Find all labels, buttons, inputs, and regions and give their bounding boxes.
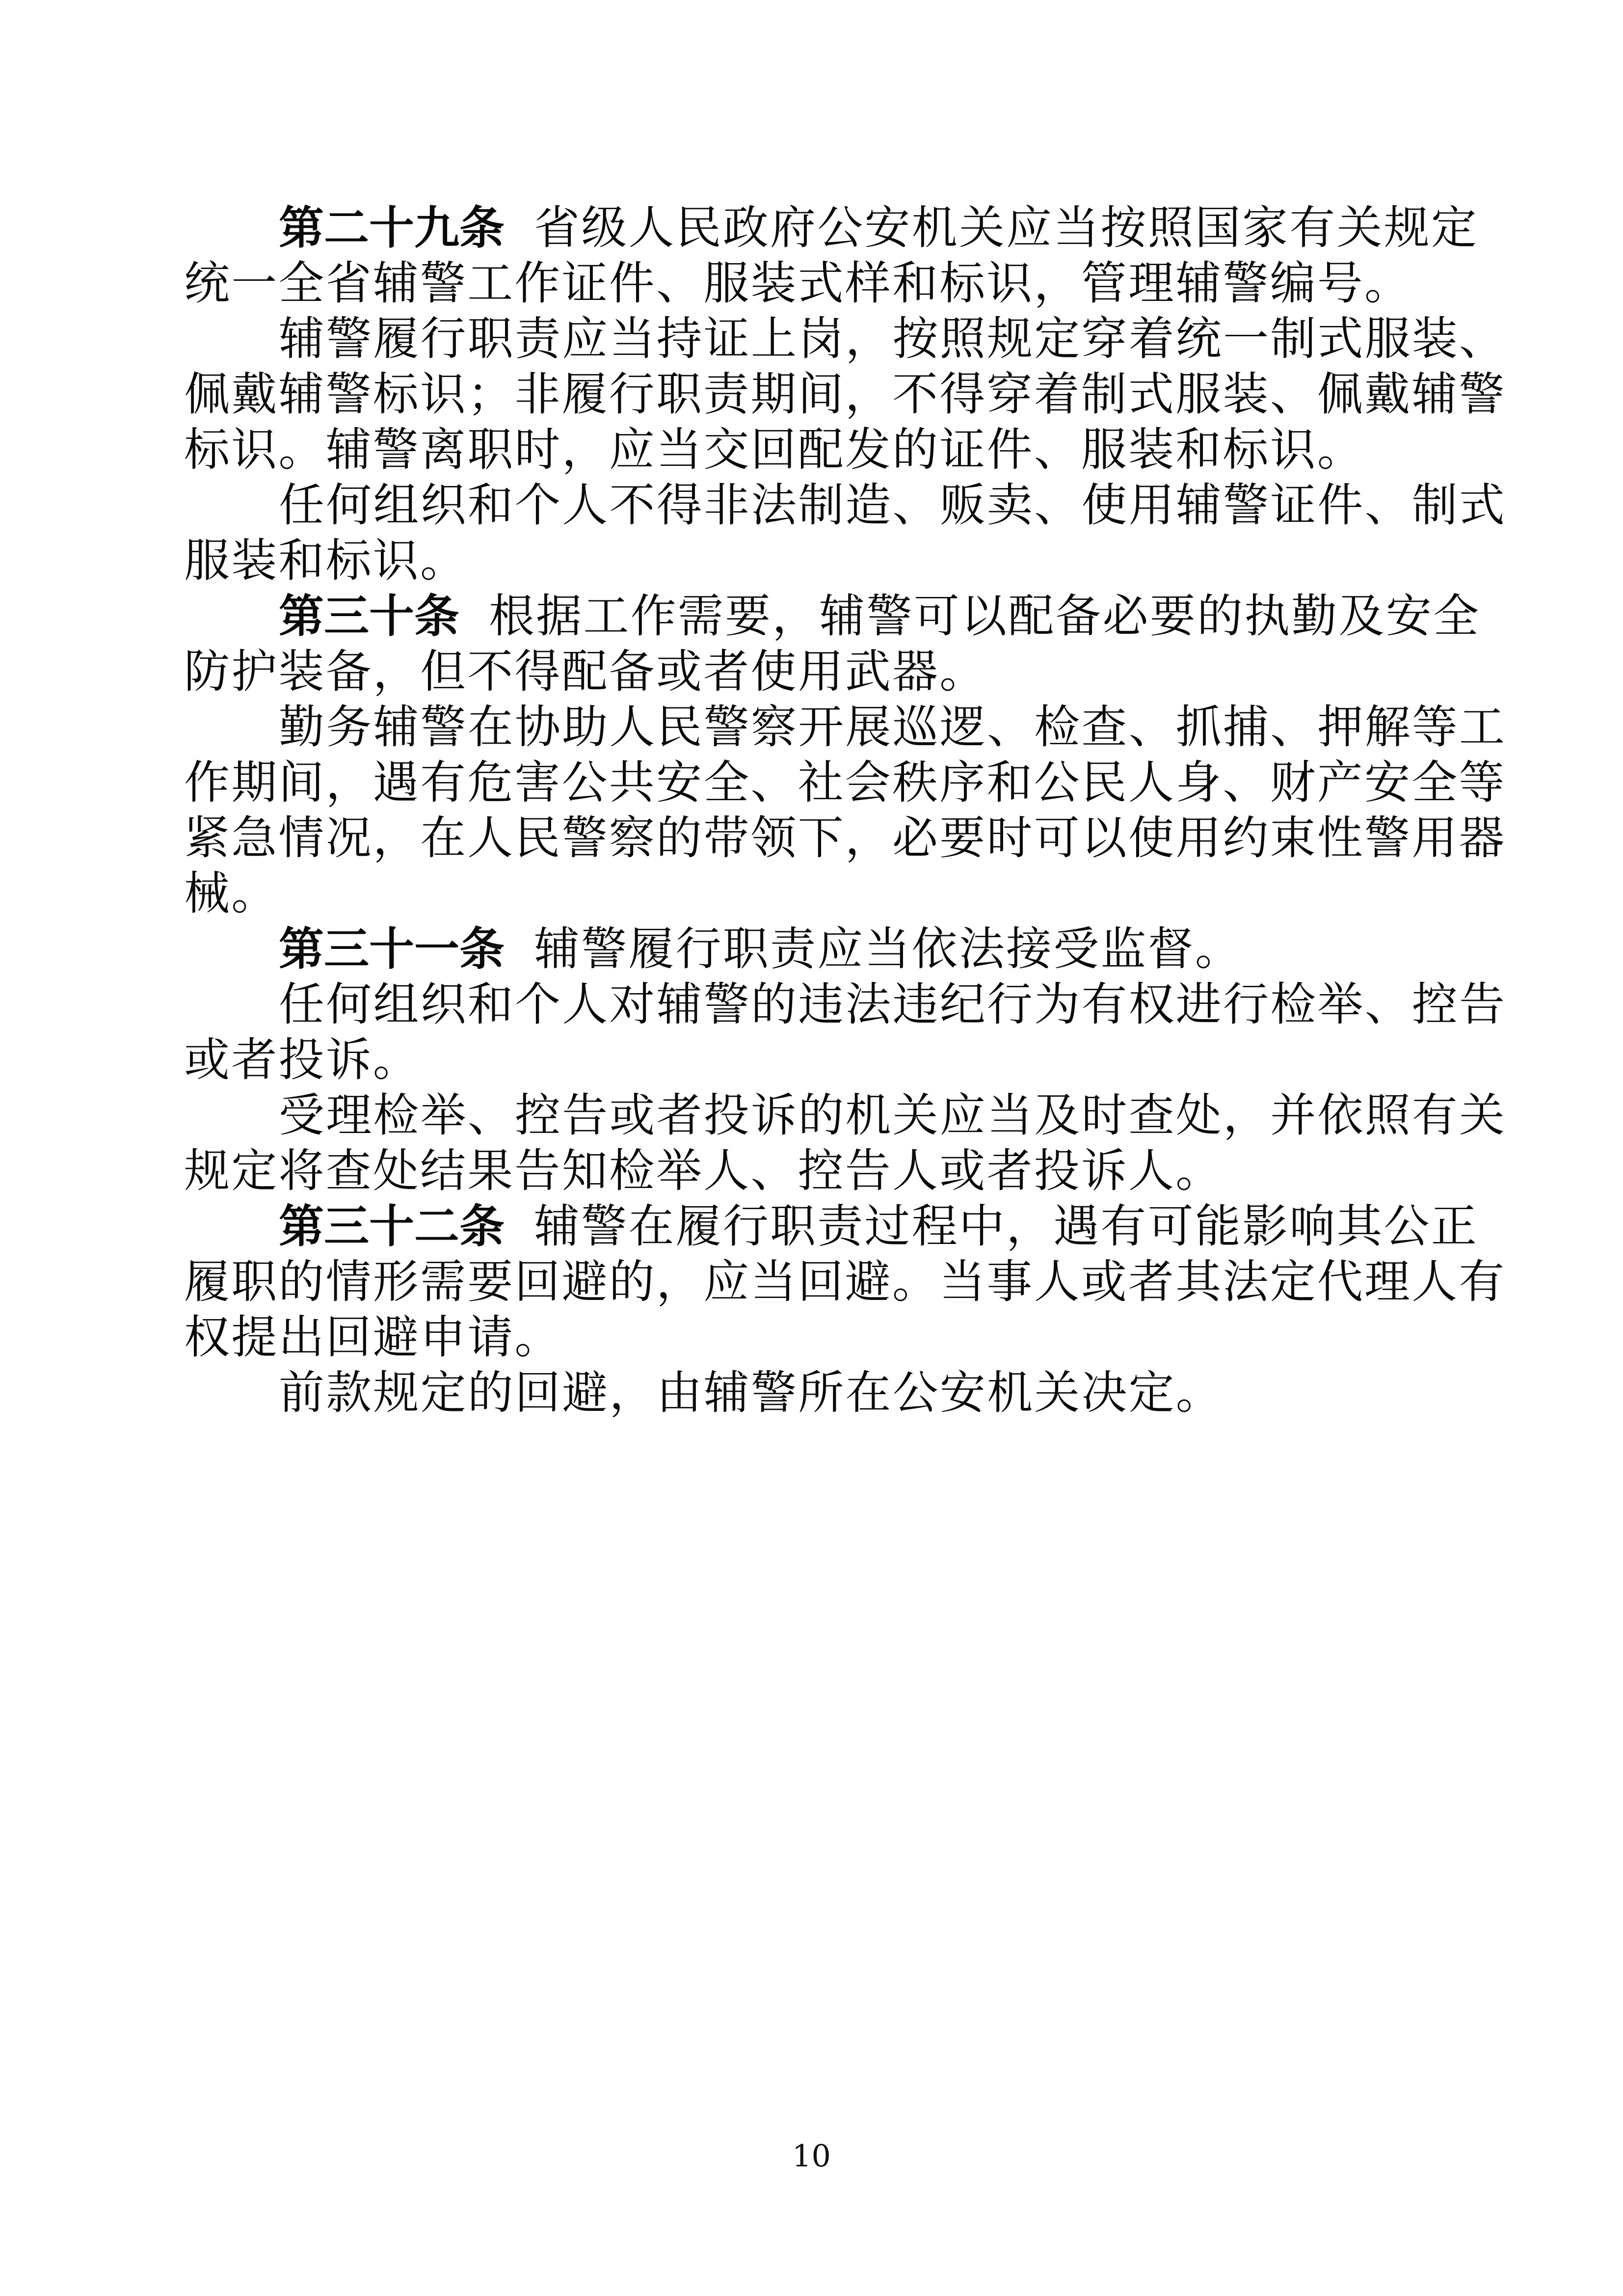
body-line	[184, 1143, 1421, 1199]
line-text: 紧急情况，在人民警察的带领下，必要时可以使用约束性警用器	[184, 811, 1506, 864]
line-text: 权提出回避申请。	[184, 1311, 562, 1364]
body-line	[184, 700, 1507, 755]
article-number: 第三十条	[279, 590, 460, 643]
article-heading-line	[184, 1199, 1479, 1254]
body-line	[184, 866, 1421, 921]
body-line	[184, 256, 1421, 311]
body-line	[184, 644, 1421, 700]
body-line	[184, 1088, 1507, 1143]
line-text: 受理检举、控告或者投诉的机关应当及时查处，并依照有关	[279, 1089, 1507, 1142]
line-text: 任何组织和个人不得非法制造、贩卖、使用辅警证件、制式	[279, 479, 1507, 532]
document-body	[184, 200, 1507, 1421]
line-text: 省级人民政府公安机关应当按照国家有关规定	[534, 201, 1479, 254]
article-heading-line	[184, 200, 1479, 256]
body-line	[184, 533, 1421, 589]
line-text: 统一全省辅警工作证件、服装式样和标识，管理辅警编号。	[184, 257, 1412, 310]
line-text: 根据工作需要，辅警可以配备必要的执勤及安全	[489, 590, 1481, 643]
body-line	[184, 755, 1506, 810]
body-line	[184, 1254, 1506, 1310]
line-text: 任何组织和个人对辅警的违法违纪行为有权进行检举、控告	[279, 978, 1507, 1031]
body-line	[184, 367, 1506, 422]
body-line	[184, 810, 1506, 866]
body-line	[184, 478, 1507, 533]
line-text: 辅警履行职责应当持证上岗，按照规定穿着统一制式服装、	[279, 312, 1507, 365]
line-text: 辅警履行职责应当依法接受监督。	[534, 922, 1243, 975]
body-line	[184, 311, 1507, 367]
page-number: 10	[792, 2138, 831, 2174]
article-number: 第二十九条	[279, 202, 505, 254]
line-text: 服装和标识。	[184, 534, 468, 587]
article-heading-line	[184, 589, 1481, 644]
body-line	[184, 977, 1507, 1032]
article-heading-line	[184, 921, 1421, 977]
line-text: 或者投诉。	[184, 1033, 420, 1086]
line-text: 作期间，遇有危害公共安全、社会秩序和公民人身、财产安全等	[184, 756, 1506, 809]
line-text: 前款规定的回避，由辅警所在公安机关决定。	[279, 1366, 1223, 1419]
article-number: 第三十一条	[279, 923, 505, 975]
line-text: 履职的情形需要回避的，应当回避。当事人或者其法定代理人有	[184, 1255, 1506, 1308]
line-text: 规定将查处结果告知检举人、控告人或者投诉人。	[184, 1144, 1223, 1197]
article-number: 第三十二条	[279, 1200, 505, 1253]
line-text: 械。	[184, 867, 279, 920]
line-text: 辅警在履行职责过程中，遇有可能影响其公正	[534, 1200, 1479, 1253]
line-text: 标识。辅警离职时，应当交回配发的证件、服装和标识。	[184, 423, 1364, 476]
body-line	[184, 1032, 1421, 1088]
body-line	[184, 1310, 1421, 1365]
line-text: 勤务辅警在协助人民警察开展巡逻、检查、抓捕、押解等工	[279, 701, 1507, 754]
body-line	[184, 422, 1421, 478]
line-text: 佩戴辅警标识；非履行职责期间，不得穿着制式服装、佩戴辅警	[184, 368, 1506, 421]
body-line	[184, 1365, 1421, 1421]
line-text: 防护装备，但不得配备或者使用武器。	[184, 645, 987, 698]
